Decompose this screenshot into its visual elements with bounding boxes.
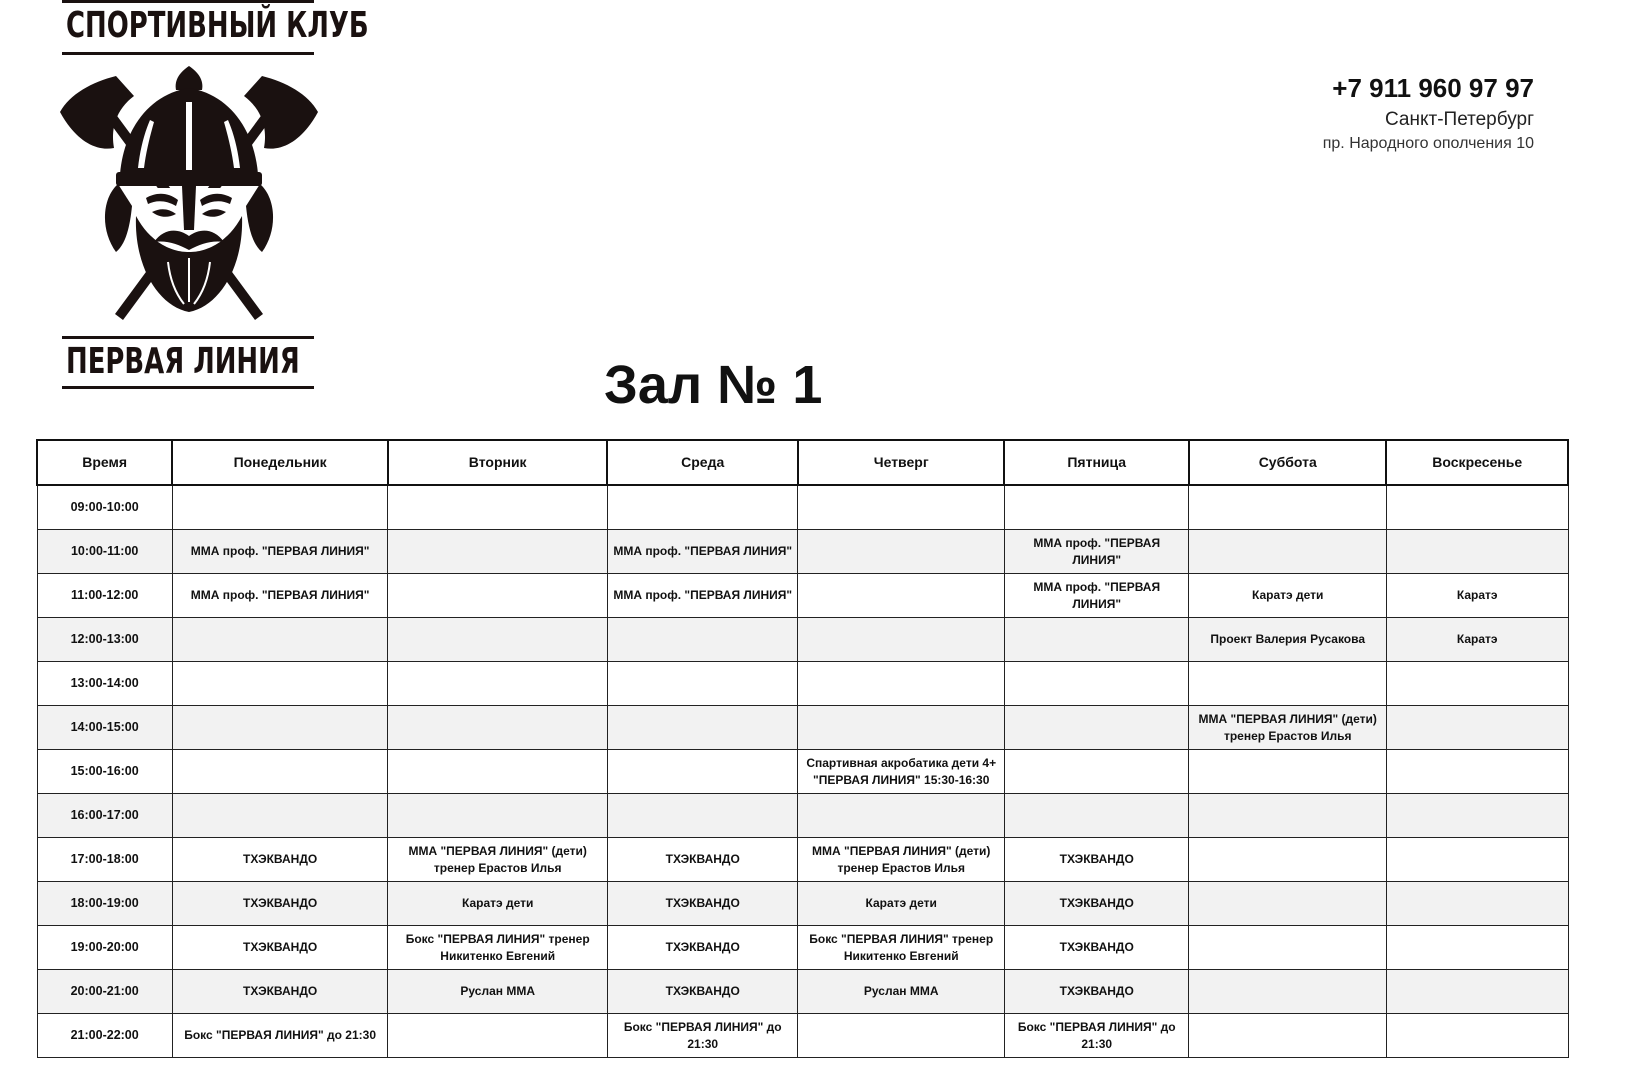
- table-row: [37, 970, 1568, 1014]
- class-cell: [1386, 530, 1568, 574]
- class-cell: [1189, 530, 1387, 574]
- thursday-header: Четверг: [798, 440, 1005, 485]
- logo-bottom-rule: [62, 336, 314, 339]
- class-cell: Каратэ дети: [388, 882, 608, 926]
- class-cell: [1189, 882, 1387, 926]
- class-cell: ТХЭКВАНДО: [1004, 882, 1188, 926]
- class-cell: [1386, 485, 1568, 530]
- city: Санкт-Петербург: [1384, 108, 1534, 130]
- table-row: [37, 574, 1568, 618]
- table-body: [37, 485, 1568, 1058]
- table-row: [37, 706, 1568, 750]
- table-row: [37, 926, 1568, 970]
- class-cell: ТХЭКВАНДО: [172, 926, 388, 970]
- class-cell: Каратэ: [1386, 574, 1568, 618]
- class-cell: [388, 485, 608, 530]
- table-row: [37, 1014, 1568, 1058]
- table-row: [37, 662, 1568, 706]
- class-cell: ММА проф. "ПЕРВАЯ ЛИНИЯ": [1004, 574, 1188, 618]
- class-cell: ТХЭКВАНДО: [172, 882, 388, 926]
- time-cell: 14:00-15:00: [37, 706, 172, 750]
- logo-top-rule: [62, 0, 314, 3]
- time-cell: 17:00-18:00: [37, 838, 172, 882]
- class-cell: ТХЭКВАНДО: [1004, 926, 1188, 970]
- class-cell: [607, 706, 797, 750]
- class-cell: ММА проф. "ПЕРВАЯ ЛИНИЯ": [607, 574, 797, 618]
- class-cell: [172, 618, 388, 662]
- class-cell: [607, 662, 797, 706]
- class-cell: Каратэ дети: [1189, 574, 1387, 618]
- class-cell: [1189, 662, 1387, 706]
- class-cell: Проект Валерия Русакова: [1189, 618, 1387, 662]
- class-cell: [172, 662, 388, 706]
- class-cell: [1004, 706, 1188, 750]
- warrior-helmet-icon: [58, 66, 320, 332]
- class-cell: [1004, 618, 1188, 662]
- contact-block: [1323, 72, 1534, 156]
- class-cell: [798, 530, 1005, 574]
- tuesday-header: Вторник: [388, 440, 608, 485]
- class-cell: [388, 706, 608, 750]
- class-cell: Руслан ММА: [798, 970, 1005, 1014]
- class-cell: [1386, 662, 1568, 706]
- friday-header: Пятница: [1004, 440, 1188, 485]
- monday-header: Понедельник: [172, 440, 388, 485]
- class-cell: [1189, 1014, 1387, 1058]
- class-cell: [388, 574, 608, 618]
- address: пр. Народного ополчения 10: [1322, 135, 1534, 153]
- class-cell: [172, 750, 388, 794]
- time-cell: 15:00-16:00: [37, 750, 172, 794]
- class-cell: [388, 794, 608, 838]
- time-cell: 09:00-10:00: [37, 485, 172, 530]
- time-cell: 11:00-12:00: [37, 574, 172, 618]
- logo-top-text: СПОРТИВНЫЙ КЛУБ: [66, 5, 369, 46]
- time-cell: 20:00-21:00: [37, 970, 172, 1014]
- class-cell: [1189, 838, 1387, 882]
- class-cell: [1386, 706, 1568, 750]
- class-cell: ТХЭКВАНДО: [172, 970, 388, 1014]
- time-cell: 21:00-22:00: [37, 1014, 172, 1058]
- class-cell: Руслан ММА: [388, 970, 608, 1014]
- class-cell: [1189, 750, 1387, 794]
- class-cell: [388, 530, 608, 574]
- class-cell: [1386, 882, 1568, 926]
- table-row: [37, 618, 1568, 662]
- class-cell: Спартивная акробатика дети 4+ "ПЕРВАЯ ЛИНИЯ" 15:30-16:30: [798, 750, 1005, 794]
- class-cell: [798, 485, 1005, 530]
- page-title: Зал № 1: [604, 355, 823, 415]
- class-cell: ТХЭКВАНДО: [607, 970, 797, 1014]
- schedule-table: [36, 439, 1569, 1058]
- time-cell: 12:00-13:00: [37, 618, 172, 662]
- class-cell: [1004, 794, 1188, 838]
- class-cell: [607, 618, 797, 662]
- class-cell: [1386, 750, 1568, 794]
- class-cell: [798, 618, 1005, 662]
- time-cell: 18:00-19:00: [37, 882, 172, 926]
- class-cell: [1004, 662, 1188, 706]
- class-cell: [607, 750, 797, 794]
- time-header: Время: [37, 440, 172, 485]
- class-cell: [1386, 970, 1568, 1014]
- class-cell: ТХЭКВАНДО: [1004, 970, 1188, 1014]
- class-cell: ММА проф. "ПЕРВАЯ ЛИНИЯ": [172, 530, 388, 574]
- wednesday-header: Среда: [607, 440, 797, 485]
- class-cell: ММА проф. "ПЕРВАЯ ЛИНИЯ": [607, 530, 797, 574]
- class-cell: ММА проф. "ПЕРВАЯ ЛИНИЯ": [172, 574, 388, 618]
- class-cell: [388, 618, 608, 662]
- class-cell: ММА проф. "ПЕРВАЯ ЛИНИЯ": [1004, 530, 1188, 574]
- sunday-header: Воскресенье: [1386, 440, 1568, 485]
- class-cell: [172, 794, 388, 838]
- class-cell: [1386, 926, 1568, 970]
- time-cell: 19:00-20:00: [37, 926, 172, 970]
- time-cell: 13:00-14:00: [37, 662, 172, 706]
- class-cell: [1386, 1014, 1568, 1058]
- logo-bottom-underline: [62, 386, 314, 389]
- table-row: [37, 485, 1568, 530]
- class-cell: Бокс "ПЕРВАЯ ЛИНИЯ" до 21:30: [1004, 1014, 1188, 1058]
- table-row: [37, 794, 1568, 838]
- table-row: [37, 750, 1568, 794]
- class-cell: ММА "ПЕРВАЯ ЛИНИЯ" (дети) тренер Ерастов Илья: [388, 838, 608, 882]
- class-cell: [1004, 750, 1188, 794]
- class-cell: [607, 485, 797, 530]
- class-cell: [388, 750, 608, 794]
- logo-top-underline: [62, 52, 314, 55]
- table-row: [37, 838, 1568, 882]
- class-cell: ТХЭКВАНДО: [1004, 838, 1188, 882]
- class-cell: ТХЭКВАНДО: [607, 926, 797, 970]
- class-cell: [1189, 926, 1387, 970]
- class-cell: Каратэ: [1386, 618, 1568, 662]
- class-cell: [1189, 794, 1387, 838]
- class-cell: [798, 706, 1005, 750]
- class-cell: Бокс "ПЕРВАЯ ЛИНИЯ" до 21:30: [607, 1014, 797, 1058]
- class-cell: Каратэ дети: [798, 882, 1005, 926]
- class-cell: [798, 1014, 1005, 1058]
- class-cell: ММА "ПЕРВАЯ ЛИНИЯ" (дети) тренер Ерастов Илья: [798, 838, 1005, 882]
- table-header-row: [37, 440, 1568, 485]
- class-cell: [172, 706, 388, 750]
- club-logo: [58, 0, 369, 412]
- class-cell: Бокс "ПЕРВАЯ ЛИНИЯ" до 21:30: [172, 1014, 388, 1058]
- class-cell: [1189, 970, 1387, 1014]
- class-cell: [1004, 485, 1188, 530]
- class-cell: ТХЭКВАНДО: [607, 838, 797, 882]
- class-cell: [798, 574, 1005, 618]
- class-cell: [388, 1014, 608, 1058]
- class-cell: ММА "ПЕРВАЯ ЛИНИЯ" (дети) тренер Ерастов Илья: [1189, 706, 1387, 750]
- table-row: [37, 530, 1568, 574]
- class-cell: [798, 662, 1005, 706]
- class-cell: ТХЭКВАНДО: [172, 838, 388, 882]
- class-cell: [1189, 485, 1387, 530]
- class-cell: Бокс "ПЕРВАЯ ЛИНИЯ" тренер Никитенко Евгений: [388, 926, 608, 970]
- time-cell: 10:00-11:00: [37, 530, 172, 574]
- class-cell: [172, 485, 388, 530]
- phone-number: +7 911 960 97 97: [1332, 73, 1534, 103]
- table-row: [37, 882, 1568, 926]
- class-cell: [388, 662, 608, 706]
- saturday-header: Суббота: [1189, 440, 1387, 485]
- class-cell: Бокс "ПЕРВАЯ ЛИНИЯ" тренер Никитенко Евгений: [798, 926, 1005, 970]
- time-cell: 16:00-17:00: [37, 794, 172, 838]
- logo-bottom-text: ПЕРВАЯ ЛИНИЯ: [66, 341, 300, 382]
- class-cell: ТХЭКВАНДО: [607, 882, 797, 926]
- class-cell: [798, 794, 1005, 838]
- class-cell: [1386, 794, 1568, 838]
- class-cell: [1386, 838, 1568, 882]
- class-cell: [607, 794, 797, 838]
